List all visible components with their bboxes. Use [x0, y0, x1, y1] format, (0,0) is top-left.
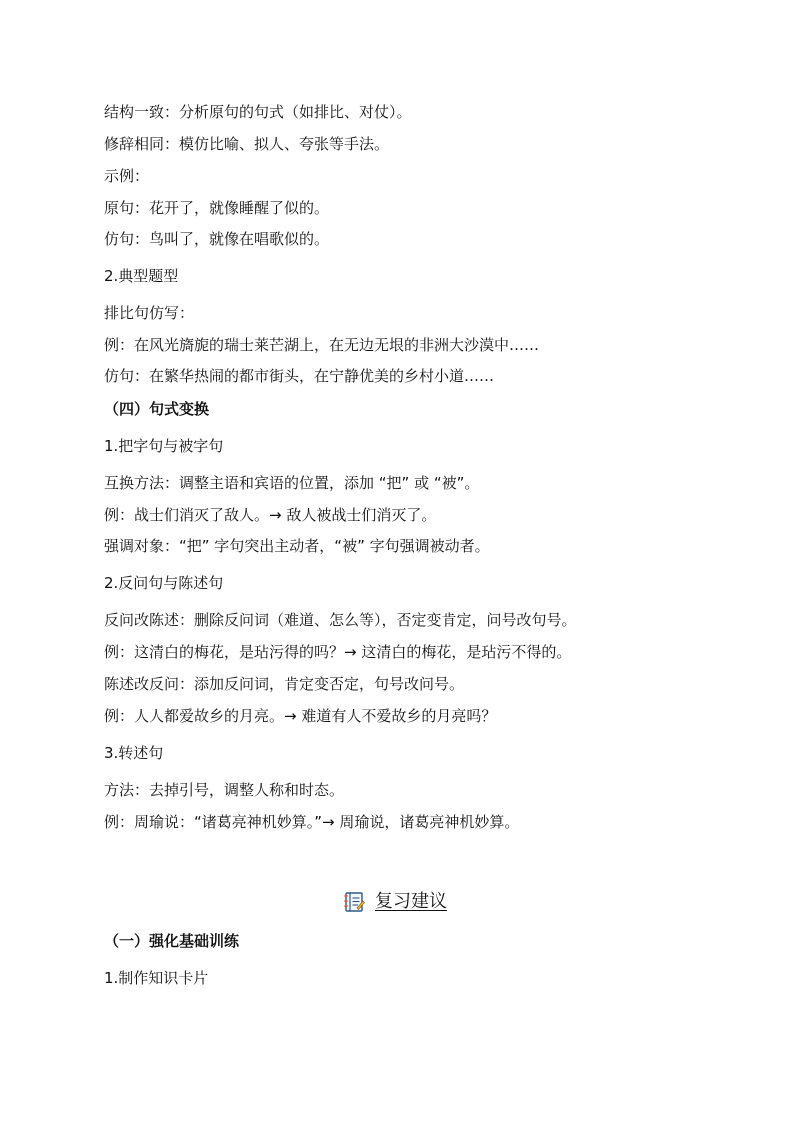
- text-line: 反问改陈述：删除反问词（难道、怎么等），否定变肯定，问号改句号。: [104, 611, 577, 629]
- section-subheading: （四）句式变换: [104, 400, 210, 418]
- text-line: 例：在风光旖旎的瑞士莱芒湖上，在无边无垠的非洲大沙漠中……: [104, 336, 540, 354]
- subheading: 3.转述句: [104, 744, 164, 762]
- text-line: 仿句：鸟叫了，就像在唱歌似的。: [104, 230, 330, 248]
- section-heading: [343, 890, 447, 914]
- text-line: 例：周瑜说：“诸葛亮神机妙算。”→ 周瑜说，诸葛亮神机妙算。: [104, 813, 520, 831]
- text-line: 排比句仿写：: [104, 304, 195, 322]
- text-line: 例：战士们消灭了敌人。→ 敌人被战士们消灭了。: [104, 506, 437, 524]
- section-subheading: （一）强化基础训练: [104, 932, 240, 950]
- subheading: 2.典型题型: [104, 267, 179, 285]
- text-line: 例：这清白的梅花，是玷污得的吗？→ 这清白的梅花，是玷污不得的。: [104, 643, 572, 661]
- text-line: 修辞相同：模仿比喻、拟人、夸张等手法。: [104, 135, 390, 153]
- text-line: 示例：: [104, 167, 150, 185]
- text-line: 结构一致：分析原句的句式（如排比、对仗）。: [104, 103, 412, 121]
- text-line: 互换方法：调整主语和宾语的位置，添加 “把” 或 “被”。: [104, 474, 480, 492]
- notebook-icon: [343, 891, 365, 913]
- text-line: 例：人人都爱故乡的月亮。→ 难道有人不爱故乡的月亮吗？: [104, 707, 497, 725]
- section-title: 复习建议: [375, 891, 447, 912]
- text-line: 原句：花开了，就像睡醒了似的。: [104, 199, 330, 217]
- text-line: 强调对象：“把” 字句突出主动者，“被” 字句强调被动者。: [104, 537, 490, 555]
- text-line: 方法：去掉引号，调整人称和时态。: [104, 781, 345, 799]
- subheading: 1.把字句与被字句: [104, 437, 224, 455]
- text-line: 陈述改反问：添加反问词，肯定变否定，句号改问号。: [104, 675, 465, 693]
- subheading: 2.反问句与陈述句: [104, 574, 224, 592]
- subheading: 1.制作知识卡片: [104, 969, 209, 987]
- text-line: 仿句：在繁华热闹的都市街头，在宁静优美的乡村小道……: [104, 367, 495, 385]
